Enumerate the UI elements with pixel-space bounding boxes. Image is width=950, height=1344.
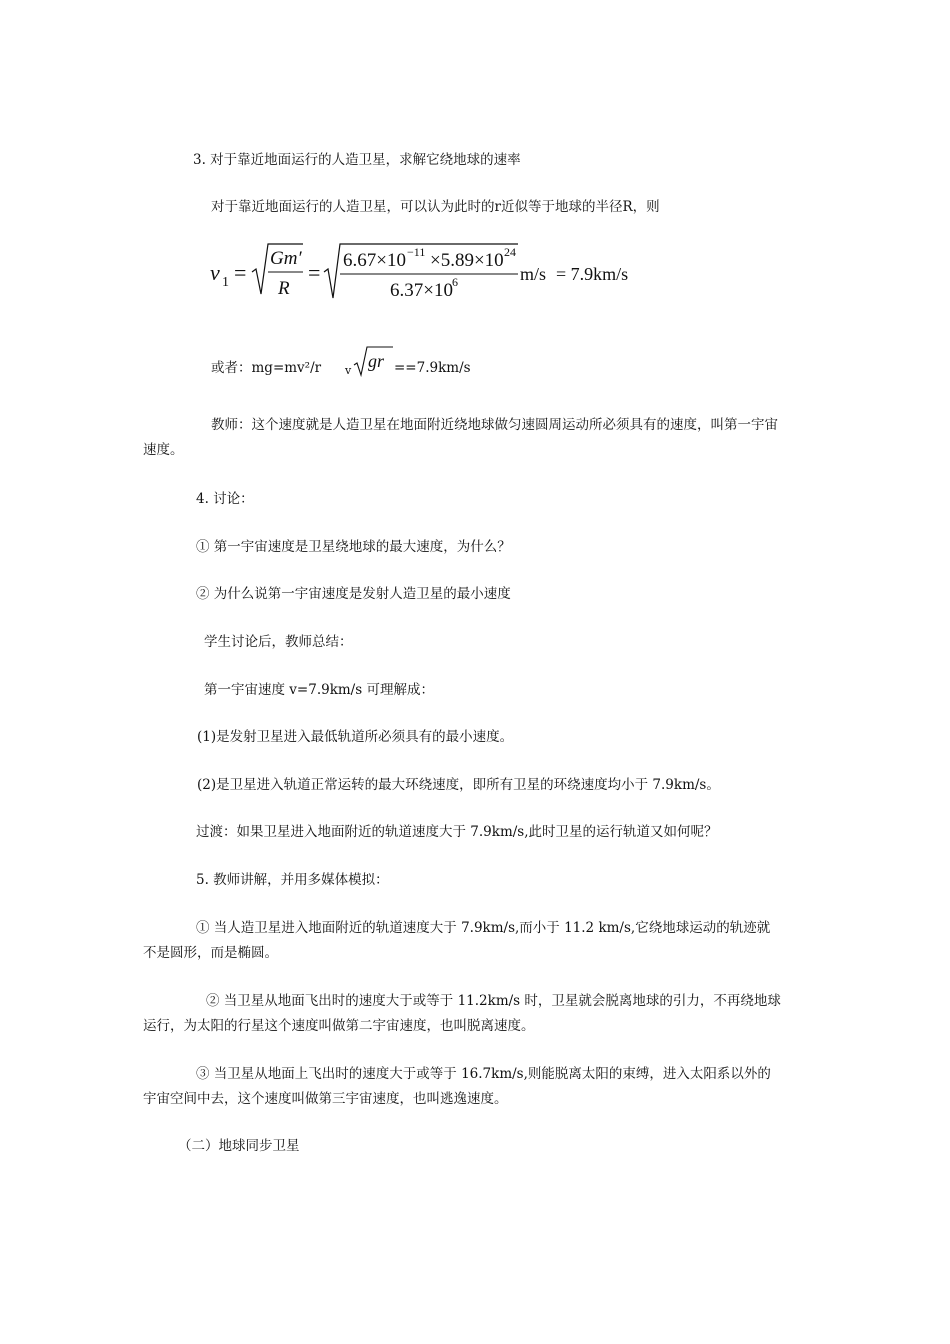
teacher-paragraph-line-1: 教师：这个速度就是人造卫星在地面附近绕地球做匀速圆周运动所必须具有的速度，叫第一宇宙 bbox=[211, 417, 778, 433]
section-2-heading: （二）地球同步卫星 bbox=[178, 1138, 300, 1154]
alt-formula-result: ==7.9km/s bbox=[394, 360, 471, 376]
explain-3-line-1: ③ 当卫星从地面上飞出时的速度大于或等于 16.7km/s,则能脱离太阳的束缚，进入太阳系以外的 bbox=[196, 1066, 771, 1082]
frac1-numerator: Gm′ bbox=[270, 248, 302, 269]
paragraph-r-approx: 对于靠近地面运行的人造卫星，可以认为此时的r近似等于地球的半径R，则 bbox=[211, 199, 660, 215]
formula-eq-1: = bbox=[234, 260, 247, 285]
frac1-denominator: R bbox=[278, 278, 290, 299]
alt-formula-line bbox=[208, 345, 478, 381]
transition-question: 过渡：如果卫星进入地面附近的轨道速度大于 7.9km/s,此时卫星的运行轨道又如何呢？ bbox=[196, 824, 718, 840]
formula-result: = 7.9km/s bbox=[556, 264, 629, 284]
point-2: (2)是卫星进入轨道正常运转的最大环绕速度，即所有卫星的环绕速度均小于 7.9km/s。 bbox=[197, 777, 720, 793]
frac2-num-exp-a: −11 bbox=[407, 245, 426, 259]
frac2-den-exp: 6 bbox=[452, 275, 458, 289]
velocity-definition: 第一宇宙速度 v=7.9km/s 可理解成： bbox=[204, 682, 434, 698]
first-cosmic-velocity-formula bbox=[208, 236, 648, 306]
explain-1-line-2: 不是圆形，而是椭圆。 bbox=[143, 945, 278, 961]
formula-lhs-sub: 1 bbox=[222, 275, 229, 290]
formula-lhs-var: v bbox=[210, 260, 220, 285]
alt-formula-prefix: 或者：mg=mv²/r bbox=[211, 360, 322, 376]
frac2-num-exp-b: 24 bbox=[504, 245, 516, 259]
sqrt-gr bbox=[353, 345, 393, 379]
explain-2-line-1: ② 当卫星从地面飞出时的速度大于或等于 11.2km/s 时，卫星就会脱离地球的引力，不再绕地球 bbox=[206, 993, 781, 1009]
explain-1-line-1: ① 当人造卫星进入地面附近的轨道速度大于 7.9km/s,而小于 11.2 km/s,它绕地球运动的轨迹就 bbox=[196, 920, 771, 936]
point-1: (1)是发射卫星进入最低轨道所必须具有的最小速度。 bbox=[197, 729, 514, 745]
question-2: ② 为什么说第一宇宙速度是发射人造卫星的最小速度 bbox=[196, 586, 511, 602]
explain-3-line-2: 宇宙空间中去，这个速度叫做第三宇宙速度，也叫逃逸速度。 bbox=[143, 1091, 508, 1107]
formula-unit: m/s bbox=[520, 264, 547, 284]
frac2-den: 6.37×10 bbox=[390, 280, 453, 301]
question-1: ① 第一宇宙速度是卫星绕地球的最大速度，为什么？ bbox=[196, 539, 511, 555]
frac2-num-a: 6.67×10 bbox=[343, 250, 406, 271]
item-5-heading: 5. 教师讲解，并用多媒体模拟： bbox=[196, 872, 389, 888]
frac2-num-b: ×5.89×10 bbox=[430, 250, 504, 271]
item-3-heading: 3. 对于靠近地面运行的人造卫星，求解它绕地球的速率 bbox=[193, 152, 521, 168]
alt-formula-v: v bbox=[345, 364, 352, 377]
formula-eq-2: = bbox=[308, 260, 321, 285]
summary-intro: 学生讨论后，教师总结： bbox=[204, 634, 353, 650]
item-4-heading: 4. 讨论： bbox=[196, 491, 254, 507]
sqrt-gr-content: gr bbox=[368, 351, 385, 371]
teacher-paragraph-line-2: 速度。 bbox=[143, 442, 184, 458]
explain-2-line-2: 运行，为太阳的行星这个速度叫做第二宇宙速度，也叫脱离速度。 bbox=[143, 1018, 535, 1034]
